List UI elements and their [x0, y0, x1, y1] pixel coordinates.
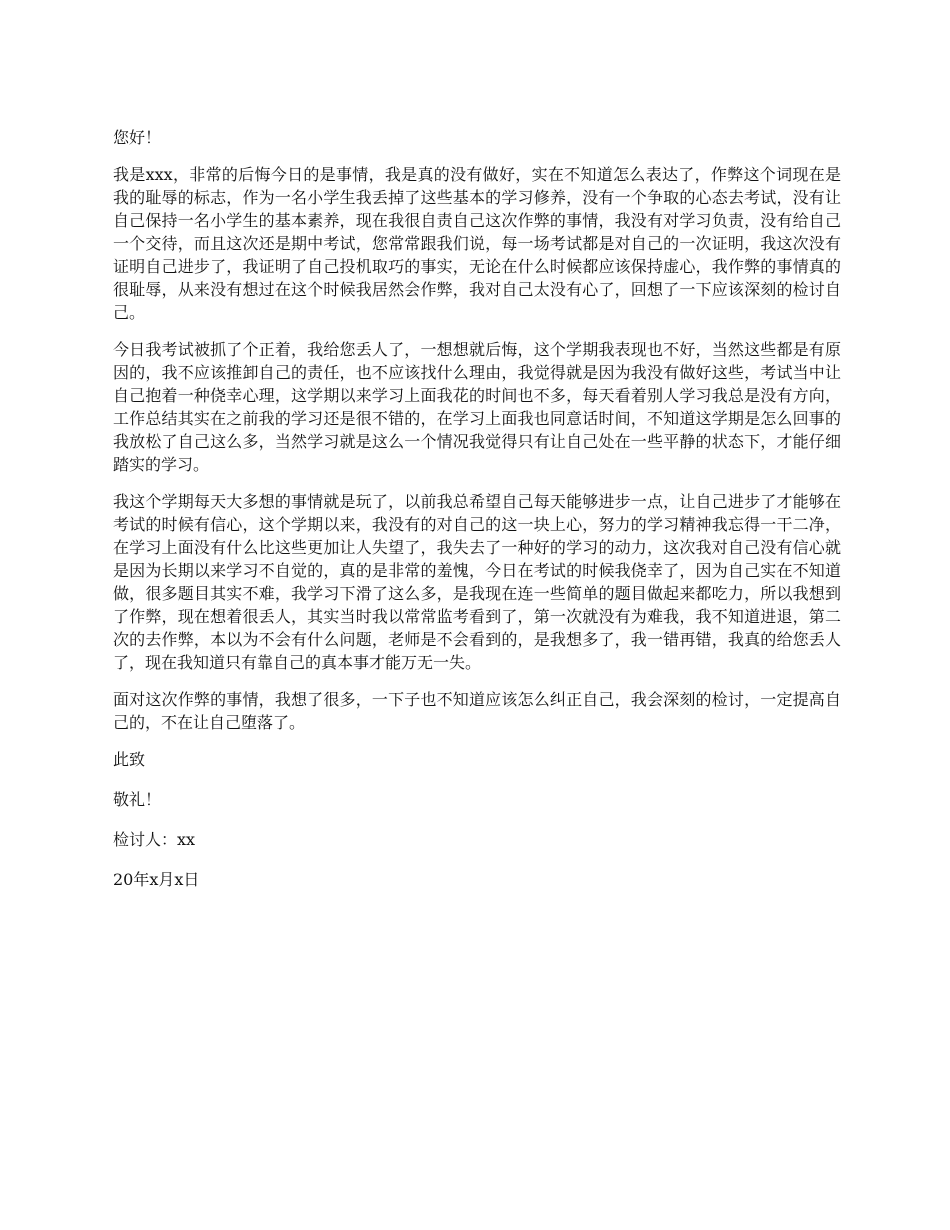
closing-respect: 敬礼！	[113, 790, 162, 809]
signature: 检讨人：xx	[113, 830, 196, 849]
paragraph-1: 我是xxx，非常的后悔今日的是事情，我是真的没有做好，实在不知道怎么表达了，作弊这个词现在是我的耻辱的标志，作为一名小学生我丢掉了这些基本的学习修养，没有一个争取的心态去考试，没有让自己保持一名小学生的基本素养，现在我很自责自己这次作弊的事情，我没有对学习负责，没有给自己一个交待，而且这次还是期中考试，您常常跟我们说，每一场考试都是对自己的一次证明，我这次没有证明自己进步了，我证明了自己投机取巧的事实，无论在什么时候都应该保持虚心，我作弊的事情真的很耻辱，从来没有想过在这个时候我居然会作弊，我对自己太没有心了，回想了一下应该深刻的检讨自己。	[113, 165, 841, 322]
date: 20年x月x日	[113, 870, 200, 889]
closing-salutation: 此致	[113, 750, 146, 769]
greeting: 您好！	[113, 128, 162, 147]
paragraph-3: 我这个学期每天大多想的事情就是玩了，以前我总希望自己每天能够进步一点，让自己进步了才能够在考试的时候有信心，这个学期以来，我没有的对自己的这一块上心，努力的学习精神我忘得一干二净，在学习上面没有什么比这些更加让人失望了，我失去了一种好的学习的动力，这次我对自己没有信心就是因为长期以来学习不自觉的，真的是非常的羞愧，今日在考试的时候我侥幸了，因为自己实在不知道做，很多题目其实不难，我学习下滑了这么多，是我现在连一些简单的题目做起来都吃力，所以我想到了作弊，现在想着很丢人，其实当时我以常常监考看到了，第一次就没有为难我，我不知道进退，第二次的去作弊，本以为不会有什么问题，老师是不会看到的，是我想多了，我一错再错，我真的给您丢人了，现在我知道只有靠自己的真本事才能万无一失。	[113, 492, 841, 672]
paragraph-2: 今日我考试被抓了个正着，我给您丢人了，一想想就后悔，这个学期我表现也不好，当然这些都是有原因的，我不应该推卸自己的责任，也不应该找什么理由，我觉得就是因为我没有做好这些，考试当中让自己抱着一种侥幸心理，这学期以来学习上面我花的时间也不多，每天看着别人学习我总是没有方向，工作总结其实在之前我的学习还是很不错的，在学习上面我也同意话时间，不知道这学期是怎么回事的我放松了自己这么多，当然学习就是这么一个情况我觉得只有让自己处在一些平静的状态下，才能仔细踏实的学习。	[113, 340, 841, 474]
letter-body	[113, 126, 841, 908]
paragraph-4: 面对这次作弊的事情，我想了很多，一下子也不知道应该怎么纠正自己，我会深刻的检讨，一定提高自己的，不在让自己堕落了。	[113, 690, 841, 732]
